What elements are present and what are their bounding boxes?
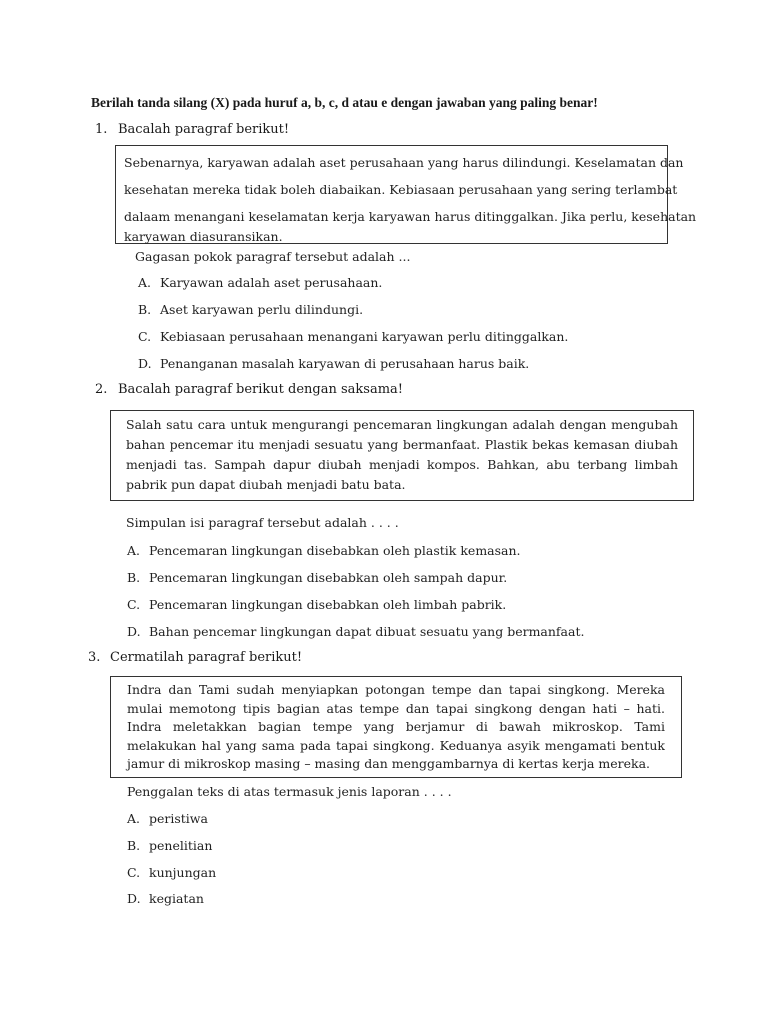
paragraph-line: karyawan diasuransikan.	[124, 229, 283, 244]
question-1-paragraph-box	[115, 145, 697, 244]
paragraph-line: dalaam menangani keselamatan kerja karyawan harus ditinggalkan. Jika perlu, kesehatan	[124, 209, 697, 224]
option-letter: A.	[127, 811, 141, 826]
question-1-option-c[interactable]	[138, 329, 568, 344]
question-3-prompt: Cermatilah paragraf berikut!	[110, 650, 303, 665]
question-1-stem: Gagasan pokok paragraf tersebut adalah ...	[135, 249, 411, 264]
option-letter: A.	[127, 543, 141, 558]
option-text: peristiwa	[149, 811, 208, 826]
option-letter: D.	[127, 891, 141, 906]
question-3-option-d[interactable]	[127, 891, 204, 906]
question-1-prompt: Bacalah paragraf berikut!	[118, 122, 290, 137]
question-3-stem: Penggalan teks di atas termasuk jenis laporan . . . .	[127, 784, 452, 799]
question-2-stem: Simpulan isi paragraf tersebut adalah . . . .	[126, 515, 399, 530]
question-1-option-d[interactable]	[138, 356, 529, 371]
option-letter: C.	[127, 597, 141, 612]
option-letter: D.	[127, 624, 141, 639]
option-text: penelitian	[149, 838, 213, 853]
option-text: Karyawan adalah aset perusahaan.	[160, 275, 383, 290]
option-text: Bahan pencemar lingkungan dapat dibuat sesuatu yang bermanfaat.	[149, 624, 585, 639]
option-letter: C.	[138, 329, 152, 344]
question-2-option-a[interactable]	[127, 543, 521, 558]
option-text: Pencemaran lingkungan disebabkan oleh sampah dapur.	[149, 570, 508, 585]
question-2-paragraph: Salah satu cara untuk mengurangi pencemaran lingkungan adalah dengan mengubah bahan pencemar itu menjadi sesuatu yang bermanfaat. Plastik bekas kemasan diubah menjadi tas. Sampah dapur diubah menjadi kompos. Bahkan, abu terbang limbah pabrik pun dapat diubah menjadi batu bata.	[126, 417, 678, 492]
option-text: Pencemaran lingkungan disebabkan oleh limbah pabrik.	[149, 597, 507, 612]
question-2-number: 2.	[95, 382, 108, 397]
option-letter: B.	[138, 302, 152, 317]
option-text: Penanganan masalah karyawan di perusahaan harus baik.	[160, 356, 530, 371]
question-2-option-d[interactable]	[127, 624, 584, 639]
question-3-number: 3.	[88, 650, 101, 665]
question-1-number: 1.	[95, 122, 108, 137]
question-3-option-a[interactable]	[127, 811, 208, 826]
question-1-option-a[interactable]	[138, 275, 382, 290]
question-3-paragraph: Indra dan Tami sudah menyiapkan potongan tempe dan tapai singkong. Mereka mulai memotong tipis bagian atas tempe dan tapai singkong dengan hati – hati. Indra meletakkan bagian tempe yang berjamur di bawah mikroskop. Tami melakukan hal yang sama pada tapai singkong. Keduanya asyik mengamati bentuk jamur di mikroskop masing – masing dan menggambarnya di kertas kerja mereka.	[127, 682, 665, 771]
option-text: kegiatan	[149, 891, 204, 906]
question-2-option-c[interactable]	[127, 597, 506, 612]
option-letter: B.	[127, 838, 141, 853]
question-3-option-c[interactable]	[127, 865, 216, 880]
option-text: Kebiasaan perusahaan menangani karyawan perlu ditinggalkan.	[160, 329, 569, 344]
question-2-option-b[interactable]	[127, 570, 507, 585]
option-letter: B.	[127, 570, 141, 585]
question-2-paragraph-box	[110, 410, 694, 501]
paragraph-line: Sebenarnya, karyawan adalah aset perusahaan yang harus dilindungi. Keselamatan dan	[124, 155, 684, 170]
question-2-prompt: Bacalah paragraf berikut dengan saksama!	[118, 382, 403, 397]
option-text: Pencemaran lingkungan disebabkan oleh plastik kemasan.	[149, 543, 521, 558]
option-text: Aset karyawan perlu dilindungi.	[160, 302, 364, 317]
option-text: kunjungan	[149, 865, 217, 880]
paragraph-line: kesehatan mereka tidak boleh diabaikan. Kebiasaan perusahaan yang sering terlambat	[124, 182, 678, 197]
question-1-option-b[interactable]	[138, 302, 363, 317]
option-letter: D.	[138, 356, 152, 371]
instruction-heading: Berilah tanda silang (X) pada huruf a, b, c, d atau e dengan jawaban yang paling benar!	[91, 95, 598, 110]
question-3-option-b[interactable]	[127, 838, 212, 853]
question-3-paragraph-box	[110, 676, 682, 778]
option-letter: A.	[138, 275, 152, 290]
option-letter: C.	[127, 865, 141, 880]
